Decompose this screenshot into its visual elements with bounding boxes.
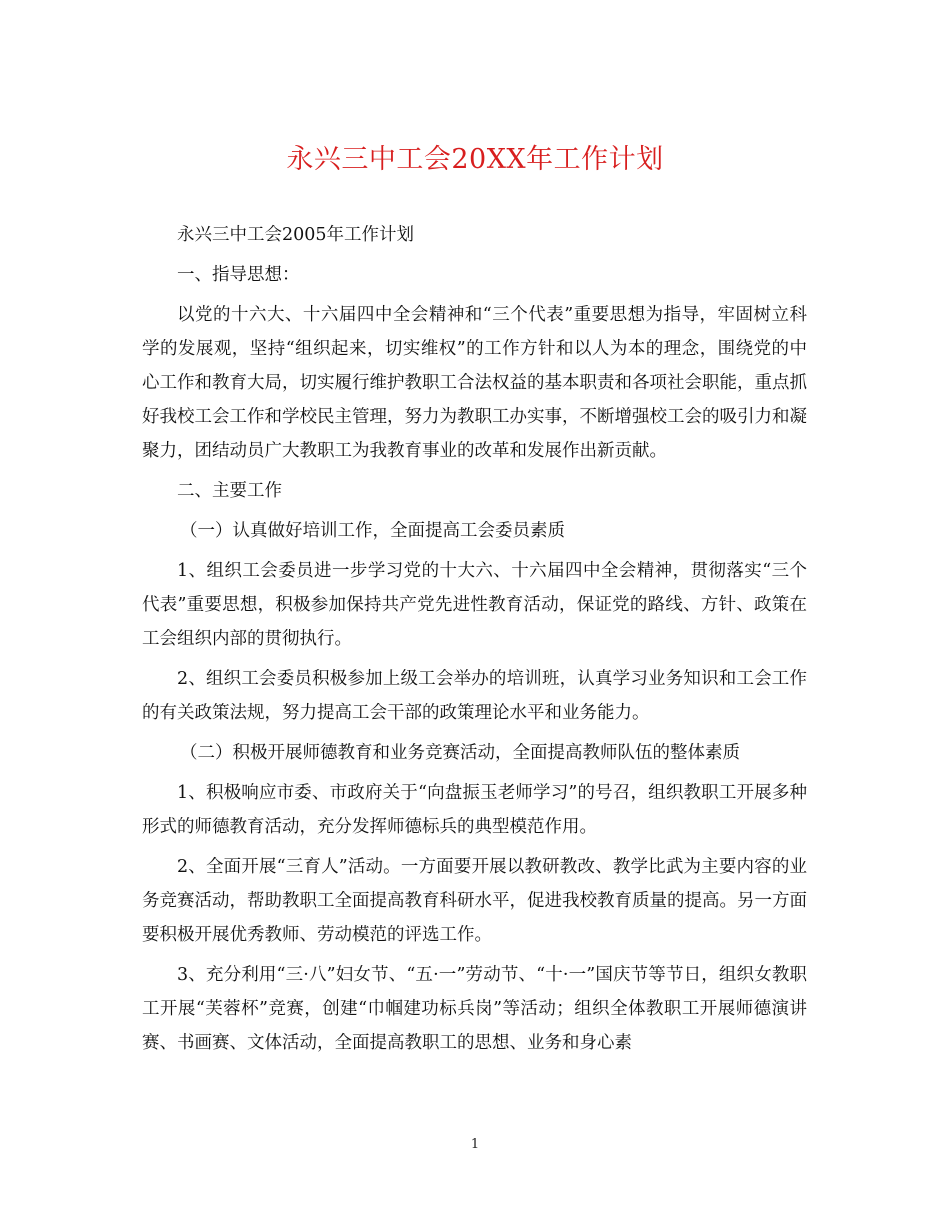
body-paragraph: 1、积极响应市委、市政府关于“向盘振玉老师学习”的号召，组织教职工开展多种形式的师德教育活动，充分发挥师德标兵的典型模范作用。 [142,783,807,837]
document-body [142,218,807,1066]
body-paragraph: 以党的十六大、十六届四中全会精神和“三个代表”重要思想为指导，牢固树立科学的发展观，坚持“组织起来，切实维权”的工作方针和以人为本的理念，围绕党的中心工作和教育大局，切实履行维护教职工合法权益的基本职责和各项社会职能，重点抓好我校工会工作和学校民主管理，努力为教职工办实事，不断增强校工会的吸引力和凝聚力，团结动员广大教职工为我教育事业的改革和发展作出新贡献。 [142,305,807,461]
subtitle-paragraph: 永兴三中工会2005年工作计划 [177,225,415,245]
section-heading-main-work: 二、主要工作 [177,481,282,501]
document-title: 永兴三中工会20XX年工作计划 [286,144,664,175]
subsection-heading-training: （一）认真做好培训工作，全面提高工会委员素质 [180,521,565,541]
body-paragraph: 2、组织工会委员积极参加上级工会举办的培训班，认真学习业务知识和工会工作的有关政策法规，努力提高工会干部的政策理论水平和业务能力。 [142,669,807,723]
subsection-heading-ethics-education: （二）积极开展师德教育和业务竞赛活动，全面提高教师队伍的整体素质 [180,743,740,763]
body-paragraph: 3、充分利用“三·八”妇女节、“五·一”劳动节、“十·一”国庆节等节日，组织女教职工开展“芙蓉杯”竞赛，创建“巾帼建功标兵岗”等活动；组织全体教职工开展师德演讲赛、书画赛、文体活动，全面提高教职工的思想、业务和身心素 [142,965,807,1053]
body-paragraph: 1、组织工会委员进一步学习党的十大六、十六届四中全会精神，贯彻落实“三个代表”重要思想，积极参加保持共产党先进性教育活动，保证党的路线、方针、政策在工会组织内部的贯彻执行。 [142,561,807,649]
page-number: 1 [470,1137,480,1152]
section-heading-guiding-ideology: 一、指导思想： [177,265,300,285]
body-paragraph: 2、全面开展“三育人”活动。一方面要开展以教研教改、教学比武为主要内容的业务竞赛活动，帮助教职工全面提高教育科研水平，促进我校教育质量的提高。另一方面要积极开展优秀教师、劳动模范的评选工作。 [142,857,807,945]
